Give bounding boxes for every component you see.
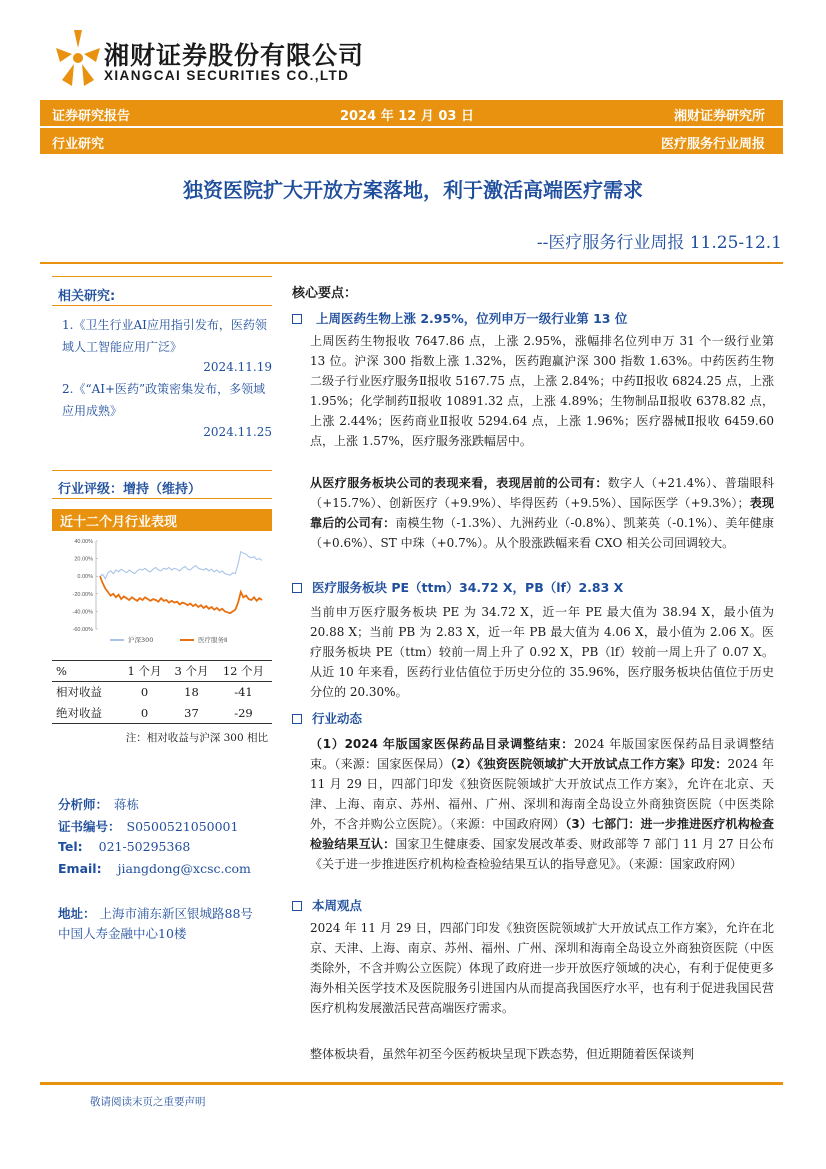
tel-label: Tel:: [58, 839, 83, 854]
table-note: 注：相对收益与沪深 300 相比: [125, 732, 268, 744]
table-header-cell: 12 个月: [215, 661, 272, 682]
paragraph-text: 数字人（+21.4%）、普瑞眼科（+15.7%）、创新医疗（+9.9%）、毕得医药（+9.5%）、国际医学（+9.3%）；: [310, 476, 774, 510]
table-cell: 相对收益: [56, 685, 102, 700]
table-cell: -29: [215, 703, 272, 724]
report-category: 行业研究: [52, 137, 105, 152]
email-link[interactable]: jiangdong@xcsc.com: [117, 861, 251, 876]
paragraph: [310, 734, 774, 874]
legend-label: 沪深300: [128, 636, 154, 644]
paragraph-text: 国家卫生健康委、国家发展改革委、财政部等 7 部门 11 月 27 日公布《关于进一步推进医疗机构检查检验结果互认的指导意见》。（来源：国家政府网）: [310, 837, 774, 871]
y-tick-label: -20.00%: [72, 591, 93, 598]
email-info: [58, 861, 251, 876]
address-line: 中国人寿金融中心10楼: [58, 926, 187, 941]
y-tick-label: -60.00%: [72, 627, 93, 633]
related-research-heading: 相关研究:: [58, 289, 116, 304]
analyst-label: 分析师：: [58, 797, 109, 812]
company-logo-icon: [52, 28, 104, 88]
paragraph: 当前申万医疗服务板块 PE 为 34.72 X，近一年 PE 最大值为 38.94 X，最小值为 20.88 X；当前 PB 为 2.83 X，近一年 PB 最大值为 4.06 X，最小值为 2.06 X。医疗服务板块 PE（ttm）较前一周上升了 0.92 X，PB（lf）较前一周上升了 0.07 X。从近 10 年来看，医药行业估值位于历史分位的 35.96%，医疗服务板块估值位于历史分位的 20.30%。: [310, 605, 774, 699]
paragraph: 2024 年 11 月 29 日，四部门印发《独资医院领域扩大开放试点工作方案》，允许在北京、天津、上海、南京、苏州、福州、广州、深圳和海南全岛设立外商独资医院（中医类除外，不含并购公立医院）体现了政府进一步开放医疗领域的决心，有利于促使更多海外相关医学技术及医院服务引进国内从而提高我国医疗水平，也有利于促进我国民营医疗机构发展激活民营高端医疗需求。: [310, 921, 774, 1015]
section-heading: [292, 578, 623, 596]
report-subtitle: --医疗服务行业周报 11.25-12.1: [536, 233, 782, 253]
table-cell: 37: [168, 703, 215, 724]
bold-lead: 从医疗服务板块公司的表现来看，表现居前的公司有：: [310, 476, 608, 490]
paragraph: [310, 473, 774, 553]
table-header-cell: 3 个月: [168, 661, 215, 682]
bold-lead: （3）七部门：进一步推进医疗机构检查检验结果互认：: [310, 817, 774, 851]
section-heading-text: 医疗服务板块 PE（ttm）34.72 X，PB（lf）2.83 X: [312, 580, 624, 595]
title-divider: [40, 262, 783, 264]
company-name-en: XIANGCAI SECURITIES CO.,LTD: [104, 68, 350, 83]
tel-number: 021-50295368: [98, 839, 191, 854]
bold-lead: （1）2024 年版国家医保药品目录调整结束：: [310, 737, 575, 751]
analyst-name: 蒋栋: [114, 797, 140, 812]
table-cell: 0: [140, 685, 149, 700]
footer-disclaimer[interactable]: 敬请阅读末页之重要声明: [90, 1096, 206, 1108]
related-report-link[interactable]: 2.《“AI+医药”政策密集发布，多领域应用成熟》: [62, 382, 266, 418]
section-heading-text: 上周医药生物上涨 2.95%，位列申万一级行业第 13 位: [316, 311, 628, 326]
cert-label: 证书编号：: [58, 819, 121, 834]
checkbox-bullet-icon: [292, 314, 302, 324]
cert-info: [58, 817, 238, 835]
paragraph-text: 2024 年 11 月 29 日，四部门印发《独资医院领域扩大开放试点工作方案》，允许在北京、天津、上海、南京、苏州、福州、广州、深圳和海南全岛设立外商独资医院（中医类除外，不含并购公立医院）。（来源：中国政府网）: [310, 757, 774, 831]
bold-lead: 表现靠后的公司有：: [310, 496, 774, 530]
section-heading-text: 行业动态: [312, 711, 363, 726]
related-report-link[interactable]: 1.《卫生行业AI应用指引发布，医药领域人工智能应用广泛》: [62, 318, 267, 354]
related-report-date: 2024.11.19: [203, 360, 272, 374]
report-title: 独资医院扩大开放方案落地，利于激活高端医疗需求: [183, 178, 643, 202]
address-label: 地址：: [58, 906, 96, 921]
company-name-cn: 湘财证券股份有限公司: [104, 41, 365, 70]
core-points-heading: 核心要点：: [292, 286, 358, 301]
table-header-cell: 1 个月: [121, 661, 168, 682]
sidebar-divider: [52, 498, 272, 499]
paragraph: 上周医药生物报收 7647.86 点，上涨 2.95%，涨幅排名位列申万 31 个一级行业第 13 位。沪深 300 指数上涨 1.32%，医药跑赢沪深 300 指数 1.63%。中药医药生物二级子行业医疗服务Ⅱ报收 5167.75 点，上涨 2.84%；中药Ⅱ报收 6824.25 点，上涨 1.95%；化学制药Ⅱ报收 10891.32 点，上涨 4.89%；生物制品Ⅱ报收 6378.82 点，上涨 2.44%；医药商业Ⅱ报收 5294.64 点，上涨 1.96%；医疗器械Ⅱ报收 6459.60 点，上涨 1.57%，医疗服务涨跌幅居中。: [310, 334, 774, 448]
section-heading: [292, 896, 362, 914]
y-tick-label: 20.00%: [74, 556, 93, 563]
legend-label: 医疗服务Ⅱ: [198, 636, 228, 644]
report-date: 2024 年 12 月 03 日: [340, 109, 474, 124]
sidebar-divider: [52, 305, 272, 306]
performance-chart: [52, 533, 272, 651]
table-cell: 绝对收益: [52, 703, 121, 724]
industry-rating: 行业评级：增持（维持）: [58, 482, 202, 497]
section-heading: [292, 709, 362, 727]
table-header-cell: %: [52, 661, 121, 682]
related-report-date: 2024.11.25: [203, 425, 272, 439]
y-tick-label: -40.00%: [72, 609, 93, 616]
address-line: 上海市浦东新区银城路88号: [99, 906, 253, 921]
cert-number: S0500521050001: [126, 819, 239, 834]
table-header-row: [52, 661, 272, 682]
section-heading-text: 本周观点: [312, 898, 363, 913]
table-cell: 0: [121, 703, 168, 724]
series-line: [100, 552, 262, 579]
paragraph: 整体板块看，虽然年初至今医药板块呈现下跌态势，但近期随着医保谈判: [310, 1047, 695, 1061]
email-label: Email:: [58, 861, 102, 876]
analyst-info: [58, 795, 139, 813]
y-tick-label: 0.00%: [77, 574, 93, 581]
series-line: [100, 576, 262, 613]
paragraph-text: 南模生物（-1.3%）、九洲药业（-0.8%）、凯莱英（-0.1%）、美年健康（+0.6%）、ST 中珠（+0.7%）。从个股涨跌幅来看 CXO 相关公司回调较大。: [310, 516, 774, 550]
tel-info: [58, 839, 190, 854]
bold-lead: （2）《独资医院领域扩大开放试点工作方案》印发：: [450, 757, 728, 771]
report-type: 证券研究报告: [52, 109, 131, 124]
header-bar-bottom: [40, 128, 783, 154]
footer-divider: [40, 1082, 783, 1085]
table-row: [52, 682, 272, 703]
report-series: 医疗服务行业周报: [660, 137, 765, 152]
checkbox-bullet-icon: [292, 901, 302, 911]
table-cell: -41: [234, 685, 253, 700]
header-bar-top: [40, 100, 783, 126]
performance-table: [52, 660, 272, 724]
performance-heading: 近十二个月行业表现: [52, 509, 272, 531]
y-tick-label: 40.00%: [74, 539, 93, 545]
table-row: [52, 703, 272, 724]
institute-name: 湘财证券研究所: [673, 109, 765, 124]
sidebar-divider: [52, 470, 272, 471]
table-cell: 18: [184, 685, 199, 700]
paragraph-text: 2024 年版国家医保药品目录调整结束。（来源：国家医保局）: [310, 737, 774, 771]
address-info: [58, 904, 253, 922]
sidebar-divider: [52, 276, 272, 277]
checkbox-bullet-icon: [292, 583, 302, 593]
checkbox-bullet-icon: [292, 714, 302, 724]
section-heading: [292, 309, 627, 327]
